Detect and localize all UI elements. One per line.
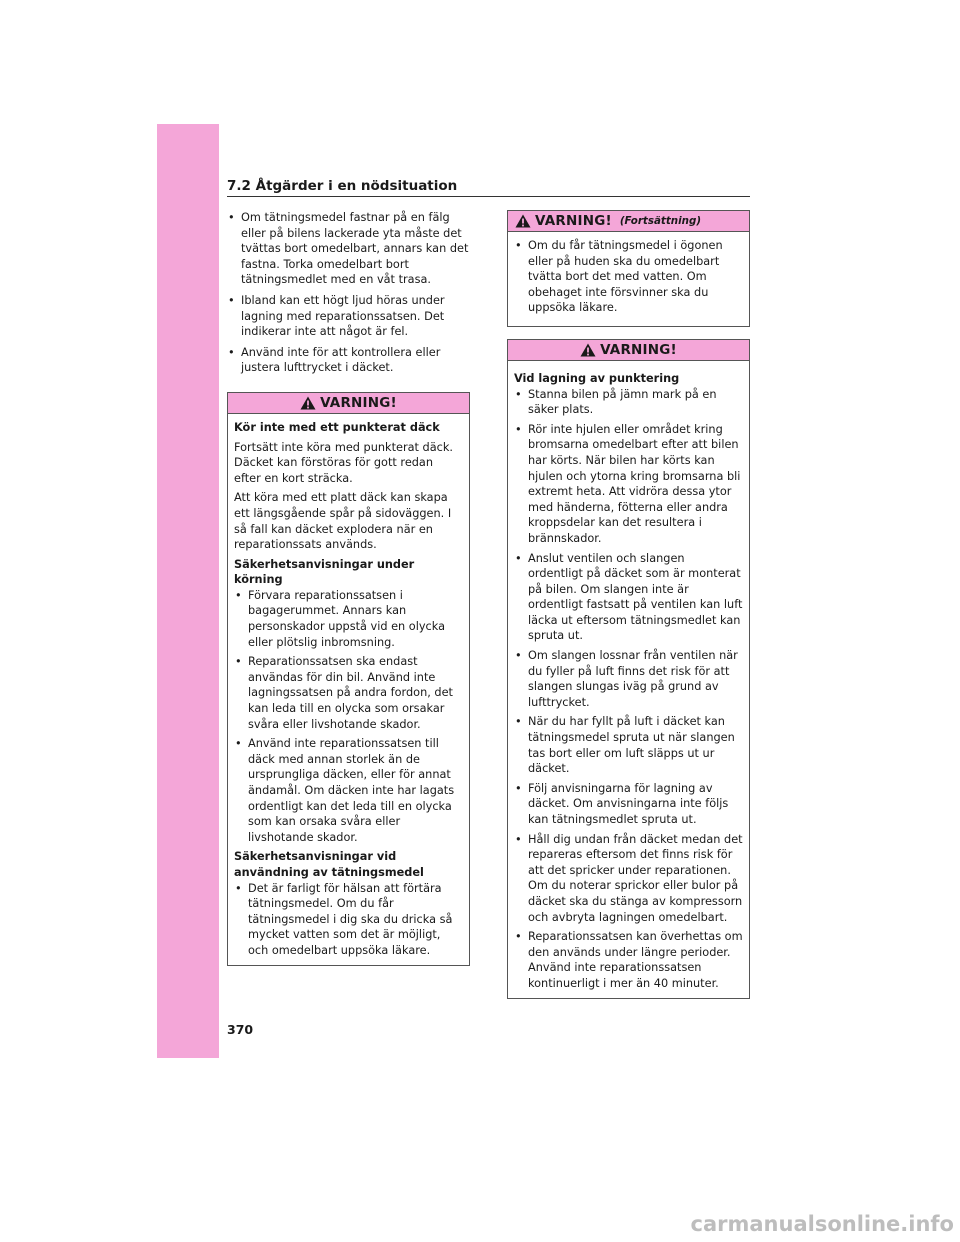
sealant-safety-list	[234, 881, 463, 959]
warning-box-tire	[227, 392, 470, 966]
warning-body	[508, 232, 749, 326]
warning-triangle-icon	[300, 396, 316, 410]
list-item: • Använd inte för att kontrollera eller justera lufttrycket i däcket.	[227, 345, 470, 376]
warning-box-continued	[507, 210, 750, 327]
list-item: • Förvara reparationssatsen i bagagerummet. Annars kan personskador uppstå vid en olycka eller plötslig inbromsning.	[234, 588, 463, 650]
eye-skin-list	[514, 238, 743, 316]
list-item: • När du har fyllt på luft i däcket kan tätningsmedel spruta ut när slangen tas bort eller om luft släpps ut ur däcket.	[514, 714, 743, 776]
warning-triangle-icon	[515, 214, 531, 228]
list-item: • Om tätningsmedel fastnar på en fälg eller på bilens lackerade yta måste det tvättas bort omedelbart, annars kan det fastna. Torka omedelbart bort tätningsmedlet med en våt trasa.	[227, 210, 470, 288]
chapter-tab-band	[157, 124, 219, 1058]
warning-title: VARNING!	[600, 341, 677, 358]
list-item: • Följ anvisningarna för lagning av däcket. Om anvisningarna inte följs kan tätningsmedlet spruta ut.	[514, 781, 743, 828]
repair-safety-list	[514, 387, 743, 992]
list-item: • Ibland kan ett högt ljud höras under lagning med reparationssatsen. Det indikerar inte att något är fel.	[227, 293, 470, 340]
warning-heading: Kör inte med ett punkterat däck	[234, 420, 440, 434]
warning-body	[508, 361, 749, 998]
list-item: • Stanna bilen på jämn mark på en säker plats.	[514, 387, 743, 418]
warning-header	[508, 211, 749, 232]
warning-header	[508, 340, 749, 361]
list-item: • Om du får tätningsmedel i ögonen eller på huden ska du omedelbart tvätta bort det med vatten. Om obehaget inte försvinner ska du uppsöka läkare.	[514, 238, 743, 316]
warning-box-repair	[507, 339, 750, 999]
warning-title: VARNING!	[320, 394, 397, 411]
warning-paragraph: Att köra med ett platt däck kan skapa ett längsgående spår på sidoväggen. I så fall kan däcket explodera när en reparationssats används.	[234, 491, 452, 552]
intro-bullet-list	[227, 210, 470, 376]
warning-continued-label: (Fortsättning)	[619, 215, 702, 227]
right-column	[507, 210, 750, 999]
warning-header	[228, 393, 469, 414]
watermark[interactable]: carmanualsonline.info	[690, 1212, 954, 1236]
warning-title: VARNING!	[535, 213, 612, 229]
warning-paragraph: Fortsätt inte köra med punkterat däck. Däcket kan förstöras för gott redan efter en kort sträcka.	[234, 440, 453, 485]
list-item: • Håll dig undan från däcket medan det repareras eftersom det finns risk för att det spricker under reparationen. Om du noterar sprickor eller bulor på däcket ska du stänga av kompressorn och avbryta lagningen omedelbart.	[514, 832, 743, 926]
warning-triangle-icon	[580, 343, 596, 357]
section-header: 7.2 Åtgärder i en nödsituation	[227, 178, 750, 197]
list-item: • Anslut ventilen och slangen ordentligt på däcket som är monterat på bilen. Om slangen inte är ordentligt fastsatt på ventilen kan luft läcka ut eftersom tätningsmedlet kan spruta ut.	[514, 551, 743, 645]
driving-safety-list	[234, 588, 463, 846]
list-item: • Om slangen lossnar från ventilen när du fyller på luft finns det risk för att slangen slungas iväg på grund av lufttrycket.	[514, 648, 743, 710]
list-item: • Använd inte reparationssatsen till däck med annan storlek än de ursprungliga däcken, eller för annat ändamål. Om däcken inte har lagats ordentligt kan det leda till en olycka som kan orsaka svåra eller livshotande skador.	[234, 736, 463, 845]
list-item: • Reparationssatsen kan överhettas om den används under längre perioder. Använd inte reparationssatsen kontinuerligt i mer än 40 minuter.	[514, 929, 743, 991]
list-item: • Det är farligt för hälsan att förtära tätningsmedel. Om du får tätningsmedel i dig ska du dricka så mycket vatten som det är möjligt, och omedelbart uppsöka läkare.	[234, 881, 463, 959]
warning-subheading: Säkerhetsanvisningar vid användning av tätningsmedel	[234, 850, 424, 879]
page-number: 370	[227, 1022, 254, 1037]
list-item: • Reparationssatsen ska endast användas för din bil. Använd inte lagningssatsen på andra fordon, det kan leda till en olycka som orsakar svåra eller livshotande skador.	[234, 654, 463, 732]
warning-body	[228, 414, 469, 965]
list-item: • Rör inte hjulen eller området kring bromsarna omedelbart efter att bilen har körts. När bilen har körts kan hjulen och ytorna kring bromsarna bli extremt heta. Att vidröra dessa ytor med händerna, fötterna eller andra kroppsdelar kan det resultera i brännskador.	[514, 422, 743, 547]
left-column	[227, 210, 470, 966]
warning-heading: Vid lagning av punktering	[514, 371, 680, 385]
warning-subheading: Säkerhetsanvisningar under körning	[234, 557, 415, 587]
